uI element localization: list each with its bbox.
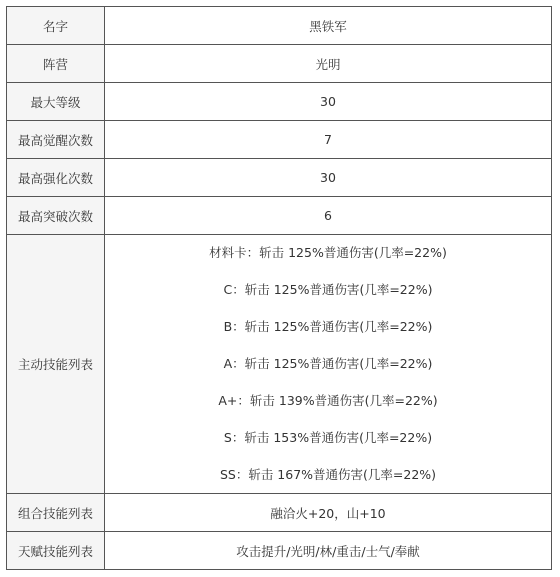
active-skills-value [105, 235, 552, 494]
row-active-skills [7, 235, 552, 494]
max-enhance-label: 最高强化次数 [7, 159, 105, 197]
skill-line-c: C：斩击 125%普通伤害(几率=22%) [223, 282, 433, 297]
combo-skills-label: 组合技能列表 [7, 494, 105, 532]
row-talent-skills [7, 532, 552, 570]
row-max-breakthrough [7, 197, 552, 235]
active-skills-label: 主动技能列表 [7, 235, 105, 494]
max-awaken-value: 7 [105, 121, 552, 159]
name-value: 黑铁军 [105, 7, 552, 45]
row-max-level [7, 83, 552, 121]
row-max-awaken [7, 121, 552, 159]
max-awaken-label: 最高觉醒次数 [7, 121, 105, 159]
row-name [7, 7, 552, 45]
skill-line-a: A：斩击 125%普通伤害(几率=22%) [223, 356, 433, 371]
active-skill-list [105, 239, 551, 489]
row-faction [7, 45, 552, 83]
faction-value: 光明 [105, 45, 552, 83]
skill-line-a-plus: A+：斩击 139%普通伤害(几率=22%) [218, 393, 438, 408]
card-info-table [6, 6, 552, 570]
max-breakthrough-value: 6 [105, 197, 552, 235]
max-enhance-value: 30 [105, 159, 552, 197]
max-breakthrough-label: 最高突破次数 [7, 197, 105, 235]
faction-label: 阵营 [7, 45, 105, 83]
name-label: 名字 [7, 7, 105, 45]
skill-line-material: 材料卡：斩击 125%普通伤害(几率=22%) [209, 245, 447, 260]
skill-line-ss: SS：斩击 167%普通伤害(几率=22%) [219, 467, 437, 482]
skill-line-b: B：斩击 125%普通伤害(几率=22%) [223, 319, 433, 334]
max-level-value: 30 [105, 83, 552, 121]
max-level-label: 最大等级 [7, 83, 105, 121]
combo-skills-value: 融洽火+20，山+10 [105, 494, 552, 532]
talent-skills-label: 天赋技能列表 [7, 532, 105, 570]
talent-skills-value: 攻击提升/光明/林/重击/士气/奉献 [105, 532, 552, 570]
skill-line-s: S：斩击 153%普通伤害(几率=22%) [223, 430, 433, 445]
row-max-enhance [7, 159, 552, 197]
row-combo-skills [7, 494, 552, 532]
